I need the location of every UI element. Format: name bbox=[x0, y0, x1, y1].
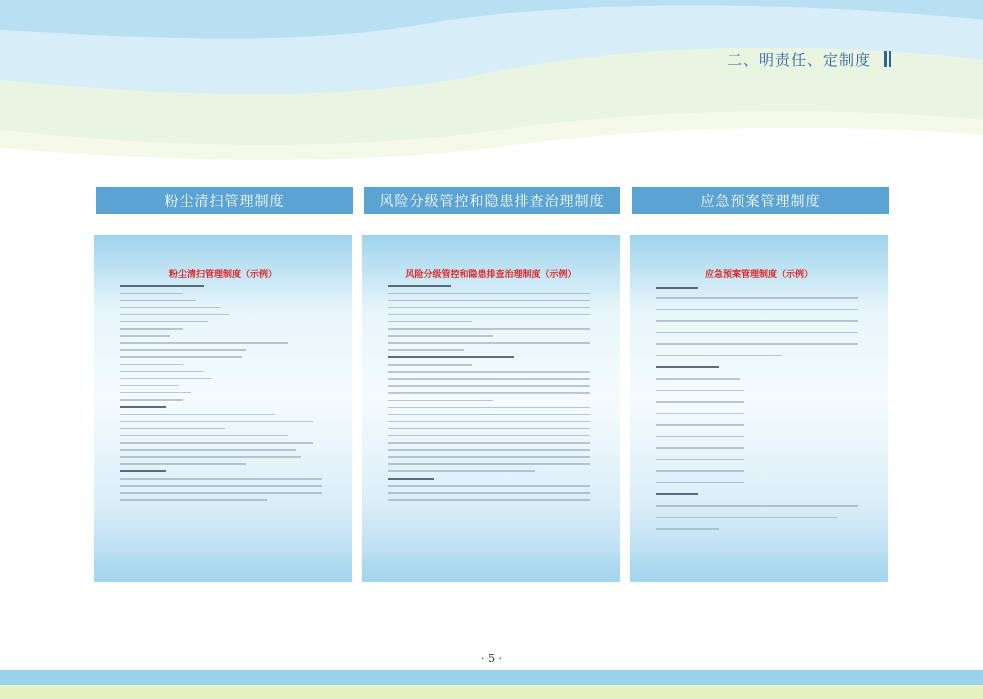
document-body-text bbox=[388, 285, 598, 506]
document-body-text bbox=[656, 287, 866, 540]
document-thumbnail-risk-control bbox=[362, 235, 620, 582]
document-title: 粉尘清扫管理制度（示例） bbox=[168, 270, 277, 280]
page-number: · 5 · bbox=[481, 652, 502, 665]
document-thumbnail-emergency-plan bbox=[630, 235, 888, 582]
section-title: 二、明责任、定制度 bbox=[726, 51, 871, 69]
document-title: 风险分级管控和隐患排查治理制度（示例） bbox=[405, 270, 577, 280]
header-wave-decoration bbox=[0, 0, 983, 170]
document-title: 应急预案管理制度（示例） bbox=[704, 270, 813, 280]
panel-header-risk-control: 风险分级管控和隐患排查治理制度 bbox=[364, 187, 620, 214]
footer-band-green bbox=[0, 685, 983, 699]
panel-header-dust-cleaning: 粉尘清扫管理制度 bbox=[96, 187, 353, 214]
document-thumbnail-dust-cleaning bbox=[94, 235, 352, 582]
document-body-text bbox=[120, 285, 330, 506]
section-marker-icon bbox=[884, 51, 891, 67]
footer-band-blue bbox=[0, 670, 983, 685]
panel-header-emergency-plan: 应急预案管理制度 bbox=[632, 187, 889, 214]
